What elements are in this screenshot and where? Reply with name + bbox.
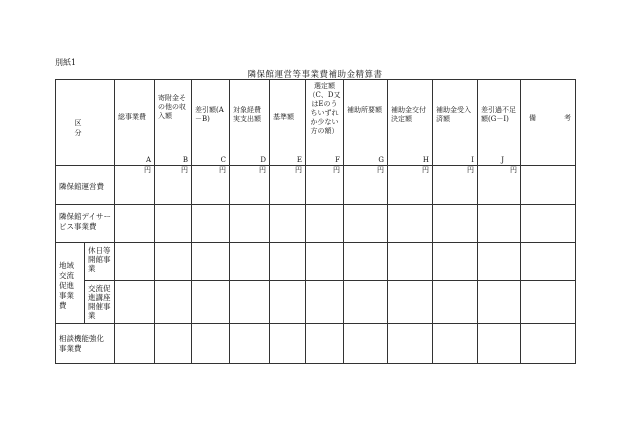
bikou-cell — [521, 281, 576, 324]
header-bikou — [521, 80, 576, 166]
data-cell — [270, 205, 306, 243]
header-col-i — [433, 80, 478, 166]
col-j-letter: J — [501, 156, 504, 164]
data-cell — [433, 324, 478, 364]
data-cell — [306, 281, 344, 324]
header-col-f — [306, 80, 344, 166]
data-cell — [433, 205, 478, 243]
unit-cell: 円 — [115, 166, 155, 205]
header-col-b — [155, 80, 192, 166]
data-cell — [388, 324, 433, 364]
data-cell — [270, 243, 306, 281]
data-cell — [155, 243, 192, 281]
row-text: 隣保館運営費 — [59, 182, 104, 191]
data-cell — [155, 324, 192, 364]
row-label-koryu-koza: 交流促進講座開催事業 — [85, 281, 115, 324]
header-col-j — [478, 80, 521, 166]
data-cell — [478, 243, 521, 281]
header-col-a — [115, 80, 155, 166]
row-label-rinpokan-unei — [56, 166, 115, 205]
col-b-letter: B — [182, 156, 188, 164]
data-cell — [306, 324, 344, 364]
row-text: 相談機能強化事業費 — [59, 334, 104, 353]
data-cell — [344, 205, 388, 243]
settlement-table — [55, 79, 576, 364]
data-cell — [433, 281, 478, 324]
data-cell — [192, 205, 230, 243]
data-cell — [115, 281, 155, 324]
data-cell — [388, 281, 433, 324]
data-cell — [230, 324, 270, 364]
col-i-letter: I — [471, 156, 474, 164]
bikou-cell — [521, 166, 576, 205]
row-label-sodan-kino — [56, 324, 115, 364]
table-row — [56, 243, 576, 281]
unit-cell: 円 — [433, 166, 478, 205]
col-e-label: 基準額 — [273, 113, 294, 121]
data-cell — [306, 205, 344, 243]
unit-cell: 円 — [270, 166, 306, 205]
data-cell — [388, 243, 433, 281]
data-cell — [433, 243, 478, 281]
bikou-char-1: 備 — [529, 114, 536, 122]
col-f-letter: F — [335, 156, 340, 164]
col-e-letter: E — [296, 156, 302, 164]
row-label-day-service — [56, 205, 115, 243]
attachment-label: 別紙1 — [55, 58, 77, 67]
data-cell — [478, 324, 521, 364]
bikou-char-2: 考 — [564, 114, 571, 122]
data-cell — [478, 205, 521, 243]
col-b-label: 寄附金その他の収入額 — [158, 94, 186, 120]
data-cell — [478, 281, 521, 324]
row-label-chiiki-koryu — [56, 243, 85, 324]
data-cell — [155, 281, 192, 324]
unit-cell: 円 — [344, 166, 388, 205]
col-h-letter: H — [422, 156, 429, 164]
data-cell — [344, 281, 388, 324]
unit-cell: 円 — [192, 166, 230, 205]
col-a-label: 総事業費 — [118, 113, 146, 121]
table-row — [56, 281, 576, 324]
bikou-cell — [521, 243, 576, 281]
document-title: 隣保館運営等事業費補助金精算書 — [247, 70, 383, 80]
col-a-letter: A — [145, 156, 151, 164]
col-c-label: 差引額(A－B) — [195, 106, 224, 123]
unit-cell: 円 — [306, 166, 344, 205]
row-label-kyujitsu: 休日等開館事業 — [85, 243, 115, 281]
header-col-h — [388, 80, 433, 166]
unit-cell: 円 — [155, 166, 192, 205]
data-cell — [115, 324, 155, 364]
col-g-letter: G — [378, 156, 384, 164]
data-cell — [192, 243, 230, 281]
unit-cell: 円 — [388, 166, 433, 205]
kubun-label: 区 分 — [74, 119, 96, 137]
row-text: 地域交流促進事業費 — [59, 261, 74, 310]
unit-cell: 円 — [230, 166, 270, 205]
data-cell — [344, 324, 388, 364]
bikou-label — [529, 113, 571, 123]
data-cell — [115, 243, 155, 281]
col-g-label: 補助所要額 — [347, 106, 382, 114]
data-cell — [155, 205, 192, 243]
col-d-label: 対象経費実支出額 — [233, 106, 261, 123]
col-h-label: 補助金交付決定額 — [391, 106, 426, 123]
col-f-label: 選定額（C、D又はEのうちいずれか少ない方の額） — [308, 82, 341, 135]
table-row — [56, 166, 576, 205]
data-cell — [270, 324, 306, 364]
table-row — [56, 205, 576, 243]
data-cell — [230, 243, 270, 281]
row-text: 隣保館デイサービス事業費 — [59, 212, 111, 231]
col-j-label: 差引過不足額(G－I) — [481, 106, 516, 123]
table-row — [56, 324, 576, 364]
unit-cell: 円 — [478, 166, 521, 205]
data-cell — [306, 243, 344, 281]
header-col-d — [230, 80, 270, 166]
data-cell — [344, 243, 388, 281]
col-i-label: 補助金受入済額 — [436, 106, 471, 123]
header-col-g — [344, 80, 388, 166]
col-d-letter: D — [260, 156, 266, 164]
data-cell — [230, 281, 270, 324]
header-kubun — [56, 80, 115, 166]
data-cell — [270, 281, 306, 324]
bikou-cell — [521, 205, 576, 243]
data-cell — [388, 205, 433, 243]
col-c-letter: C — [220, 156, 226, 164]
bikou-cell — [521, 324, 576, 364]
data-cell — [192, 281, 230, 324]
header-col-e — [270, 80, 306, 166]
data-cell — [192, 324, 230, 364]
header-col-c — [192, 80, 230, 166]
header-row — [56, 80, 576, 166]
data-cell — [230, 205, 270, 243]
data-cell — [115, 205, 155, 243]
